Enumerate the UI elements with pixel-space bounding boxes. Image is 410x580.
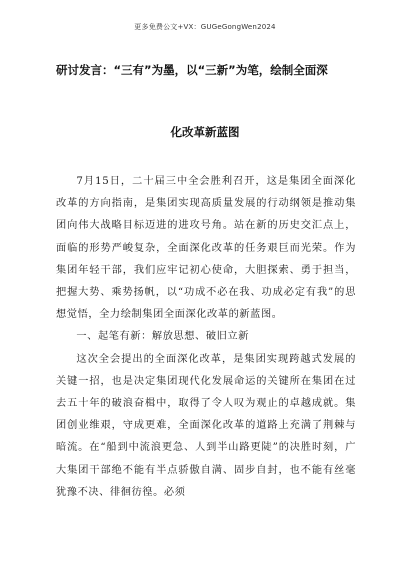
section-heading-1: 一、起笔有新：解放思想、破旧立新 — [76, 331, 249, 343]
document-title-line1: 研讨发言：“三有”为墨，以“三新”为笔，绘制全面深 — [56, 63, 328, 77]
document-body — [56, 171, 356, 504]
document-title-line2: 化改革新蓝图 — [170, 125, 240, 139]
header-note: 更多免费公文+VX：GUGeGongWen2024 — [134, 23, 276, 31]
body-paragraph-1: 7月15日，二十届三中全会胜利召开，这是集团全面深化改革的方向指南，是集团实现高质量发展的行动纲领是推动集团向伟大战略目标迈进的进攻号角。站在新的历史交汇点上，面临的形势严峻复杂，全面深化改革的任务艰巨而光荣。作为集团年轻干部，我们应牢记初心使命，大胆探索、勇于担当，把握大势、乘势扬帆，以“功成不必在我、功成必定有我”的思想觉悟，全力绘制集团全面深化改革的新蓝图。 — [56, 176, 356, 321]
body-paragraph-2: 这次全会提出的全面深化改革，是集团实现跨越式发展的关键一招，也是决定集团现代化发展命运的关键所在集团在过去五十年的破浪奋楫中，取得了令人叹为观止的卓越成就。集团创业维艰，守成更难，全面深化改革的道路上充满了荆棘与暗流。在“船到中流浪更急、人到半山路更陡”的决胜时刻，广大集团干部绝不能有半点骄傲自满、固步自封，也不能有丝毫犹豫不决、徘徊彷徨。必须 — [56, 353, 356, 498]
